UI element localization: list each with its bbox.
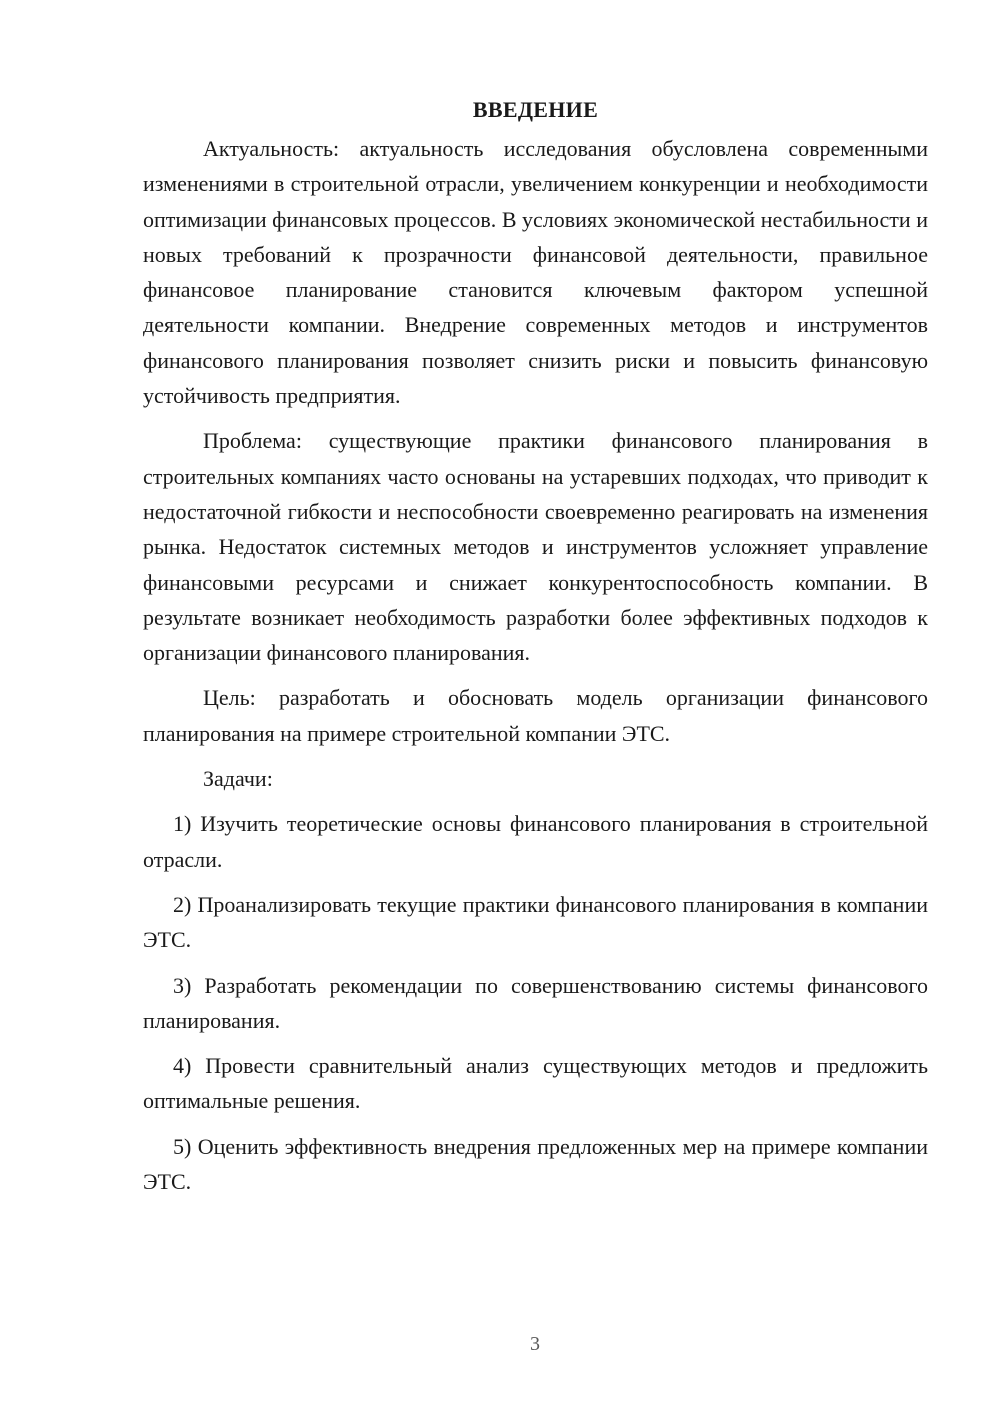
relevance-paragraph: Актуальность: актуальность исследования обусловлена современными изменениями в строительной отрасли, увеличением конкуренции и необходимости оптимизации финансовых процессов. В условиях экономической нестабильности и новых требований к прозрачности финансовой деятельности, правильное финансовое планирование становится ключевым фактором успешной деятельности компании. Внедрение современных методов и инструментов финансового планирования позволяет снизить риски и повысить финансовую устойчивость предприятия.	[143, 136, 928, 409]
task-item: 3) Разработать рекомендации по совершенствованию системы финансового планирования.	[143, 972, 928, 1033]
tasks-heading: Задачи:	[203, 766, 273, 792]
task-item: 1) Изучить теоретические основы финансового планирования в строительной отрасли.	[143, 811, 928, 872]
goal-paragraph: Цель: разработать и обосновать модель организации финансового планирования на примере строительной компании ЭТС.	[143, 685, 928, 746]
task-item: 4) Провести сравнительный анализ существующих методов и предложить оптимальные решения.	[143, 1053, 928, 1114]
task-item: 2) Проанализировать текущие практики финансового планирования в компании ЭТС.	[143, 891, 928, 953]
page-number: 3	[530, 1333, 540, 1355]
problem-paragraph: Проблема: существующие практики финансового планирования в строительных компаниях часто основаны на устаревших подходах, что приводит к недостаточной гибкости и неспособности своевременно реагировать на изменения рынка. Недостаток системных методов и инструментов усложняет управление финансовыми ресурсами и снижает конкурентоспособность компании. В результате возникает необходимость разработки более эффективных подходов к организации финансового планирования.	[143, 428, 928, 666]
section-title: ВВЕДЕНИЕ	[472, 97, 599, 122]
document-page	[143, 92, 928, 1209]
task-item: 5) Оценить эффективность внедрения предложенных мер на примере компании ЭТС.	[143, 1133, 928, 1195]
